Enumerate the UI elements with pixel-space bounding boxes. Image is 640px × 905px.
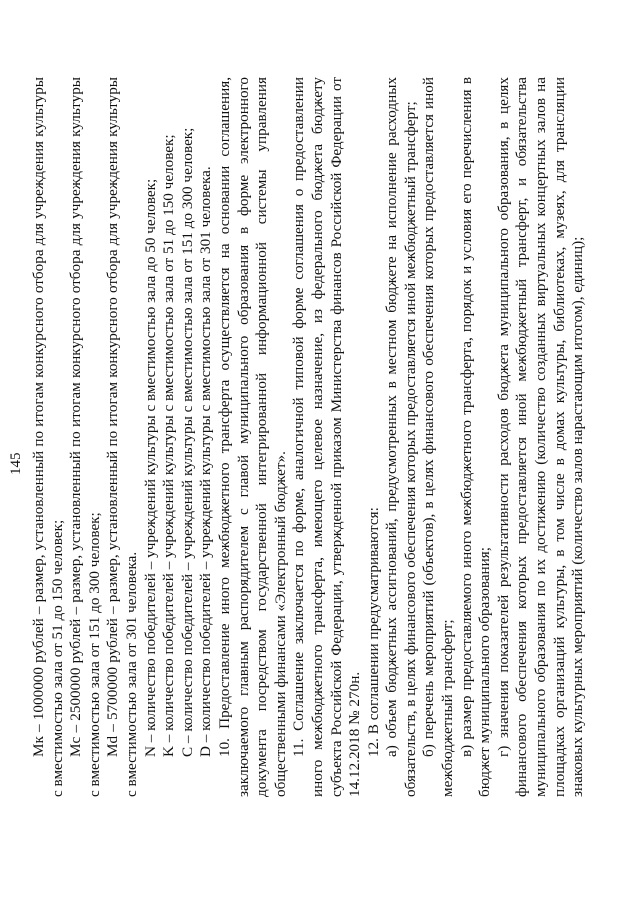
paragraph: C – количество победителей – учреждений культуры с вместимостью зала от 151 до 300 человек;: [178, 127, 196, 757]
paragraph: в) размер предоставляемого иного межбюджетного трансферта, порядок и условия его перечисления в бюджет муниципального образования;: [457, 77, 494, 797]
paragraph: N – количество победителей – учреждений культуры с вместимостью зала до 50 человек;: [141, 178, 159, 757]
page-number: 145: [8, 452, 24, 475]
paragraph: 12. В соглашении предусматриваются:: [364, 507, 382, 757]
paragraph: Мd – 5700000 рублей – размер, установленный по итогам конкурсного отбора для учреждения культуры с вместимостью зала от 301 человека.: [104, 77, 140, 797]
paragraph: а) объем бюджетных ассигнований, предусмотренных в местном бюджете на исполнение расходных обязательств, в целях финансового обеспечения которых предоставляется иной межбюджетный трансферт;: [383, 77, 419, 797]
paragraph: Мс – 2500000 рублей – размер, установленный по итогам конкурсного отбора для учреждения культуры с вместимостью зала от 151 до 300 человек;: [67, 77, 103, 797]
paragraph: б) перечень мероприятий (объектов), в целях финансового обеспечения которых предоставляется иной межбюджетный трансферт;: [420, 77, 457, 797]
paragraph: 10. Предоставление иного межбюджетного трансферта осуществляется на основании соглашения, заключаемого главным распорядителем с главой муниципального образования в форме электронного документа посредством государственной интегрированной информационной системы управления общественными финансами «Электронный бюджет».: [215, 77, 289, 797]
paragraph: D – количество победителей – учреждений культуры с вместимостью зала от 301 человека.: [197, 166, 215, 757]
document-body: [30, 77, 588, 797]
paragraph: 11. Соглашение заключается по форме, аналогичной типовой форме соглашения о предоставлении иного межбюджетного трансферта, имеющего целевое назначение, из федерального бюджета бюджету субъекта Российской Федерации, утвержденной приказом Министерства финансов Российской Федерации от 14.12.2018 № 270н.: [290, 77, 364, 797]
paragraph: г) значения показателей результативности расходов бюджета муниципального образования, в целях финансового обеспечения которых предоставляется иной межбюджетный трансферт, и обязательства муниципального образования по их достижению (количество созданных виртуальных концертных залов на площадках организаций культуры, в том числе в домах культуры, библиотеках, музеях, для трансляции знаковых культурных мероприятий (количество залов нарастающим итогом), единиц);: [494, 77, 587, 797]
paragraph: K – количество победителей – учреждений культуры с вместимостью зала от 51 до 150 человек;: [160, 134, 178, 757]
paragraph: Мк – 1000000 рублей – размер, установленный по итогам конкурсного отбора для учреждения культуры с вместимостью зала от 51 до 150 человек;: [30, 77, 66, 797]
